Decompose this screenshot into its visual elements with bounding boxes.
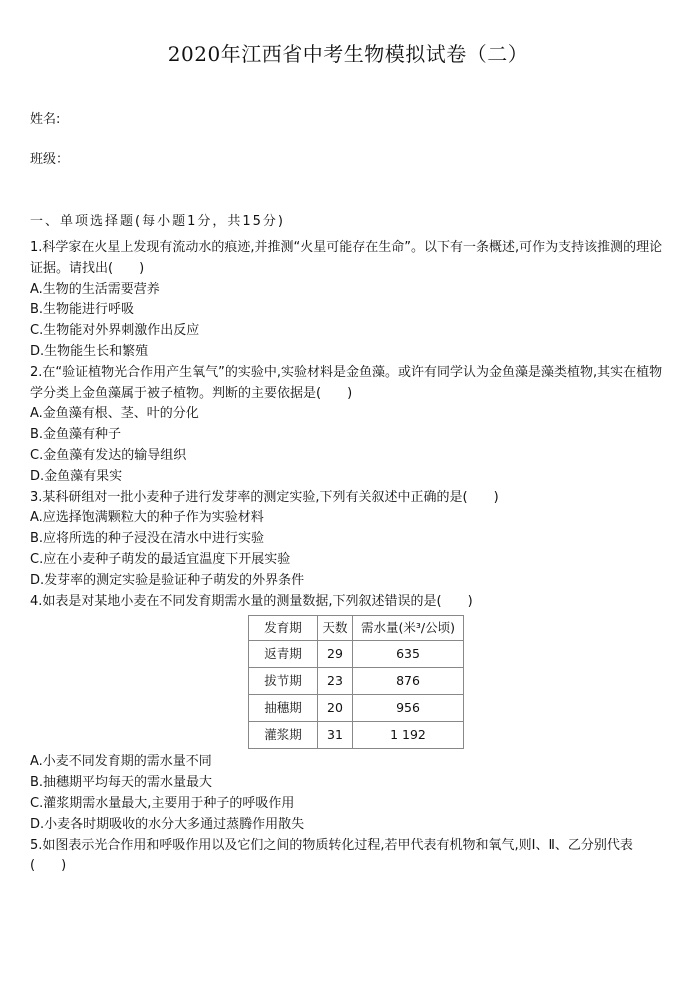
table-header-cell: 发育期 (249, 616, 318, 641)
water-demand-table (248, 615, 464, 749)
question-1-option-d: D.生物能生长和繁殖 (30, 343, 149, 359)
table-cell: 23 (318, 668, 353, 695)
question-3-option-c: C.应在小麦种子萌发的最适宜温度下开展实验 (30, 551, 291, 567)
table-row (249, 641, 464, 668)
name-field-label: 姓名: (30, 112, 61, 127)
question-1-option-b: B.生物能进行呼吸 (30, 302, 135, 318)
question-1-option-c: C.生物能对外界刺激作出反应 (30, 323, 200, 339)
question-2-option-d: D.金鱼藻有果实 (30, 468, 123, 484)
question-4-stem: 4.如表是对某地小麦在不同发育期需水量的测量数据,下列叙述错误的是( ) (30, 593, 473, 609)
table-header-cell: 天数 (318, 616, 353, 641)
table-cell: 31 (318, 722, 353, 749)
question-2-stem: 2.在“验证植物光合作用产生氧气”的实验中,实验材料是金鱼藻。或许有同学认为金鱼藻是藻类植物,其实在植物学分类上金鱼藻属于被子植物。判断的主要依据是( ) (30, 364, 663, 401)
table-cell: 20 (318, 695, 353, 722)
table-cell: 灌浆期 (249, 722, 318, 749)
table-cell: 拔节期 (249, 668, 318, 695)
question-3-option-d: D.发芽率的测定实验是验证种子萌发的外界条件 (30, 572, 305, 588)
page-title: 2020年江西省中考生物模拟试卷（二） (167, 42, 529, 66)
question-2-option-a: A.金鱼藻有根、茎、叶的分化 (30, 406, 199, 422)
table-header-row (249, 616, 464, 641)
question-4-option-b: B.抽穗期平均每天的需水量最大 (30, 775, 213, 791)
question-4-option-d: D.小麦各时期吸收的水分大多通过蒸腾作用散失 (30, 816, 305, 832)
table-cell: 876 (353, 668, 464, 695)
table-header-cell: 需水量(米³/公顷) (353, 616, 464, 641)
table-row (249, 668, 464, 695)
table-cell: 635 (353, 641, 464, 668)
question-1-stem: 1.科学家在火星上发现有流动水的痕迹,并推测“火星可能存在生命”。以下有一条概述,可作为支持该推测的理论证据。请找出( ) (30, 240, 663, 276)
question-4-option-c: C.灌浆期需水量最大,主要用于种子的呼吸作用 (30, 795, 295, 811)
table-cell: 抽穗期 (249, 695, 318, 722)
table-cell: 1 192 (353, 722, 464, 749)
question-2-option-c: C.金鱼藻有发达的输导组织 (30, 447, 187, 463)
question-1-option-a: A.生物的生活需要营养 (30, 281, 160, 297)
question-3-option-a: A.应选择饱满颗粒大的种子作为实验材料 (30, 510, 264, 526)
table-cell: 返青期 (249, 641, 318, 668)
table-cell: 29 (318, 641, 353, 668)
table-cell: 956 (353, 695, 464, 722)
question-3-stem: 3.某科研组对一批小麦种子进行发芽率的测定实验,下列有关叙述中正确的是( ) (30, 489, 499, 505)
table-row (249, 722, 464, 749)
question-4-option-a: A.小麦不同发育期的需水量不同 (30, 754, 212, 770)
section-heading: 一、单项选择题(每小题1分，共15分) (30, 214, 285, 229)
question-5-stem: 5.如图表示光合作用和呼吸作用以及它们之间的物质转化过程,若甲代表有机物和氧气,则Ⅰ、Ⅱ、乙分别代表( ) (30, 837, 633, 874)
question-list (30, 238, 668, 877)
question-2-option-b: B.金鱼藻有种子 (30, 427, 122, 443)
question-3-option-b: B.应将所选的种子浸没在清水中进行实验 (30, 531, 265, 547)
class-field-label: 班级： (30, 152, 70, 167)
table-row (249, 695, 464, 722)
